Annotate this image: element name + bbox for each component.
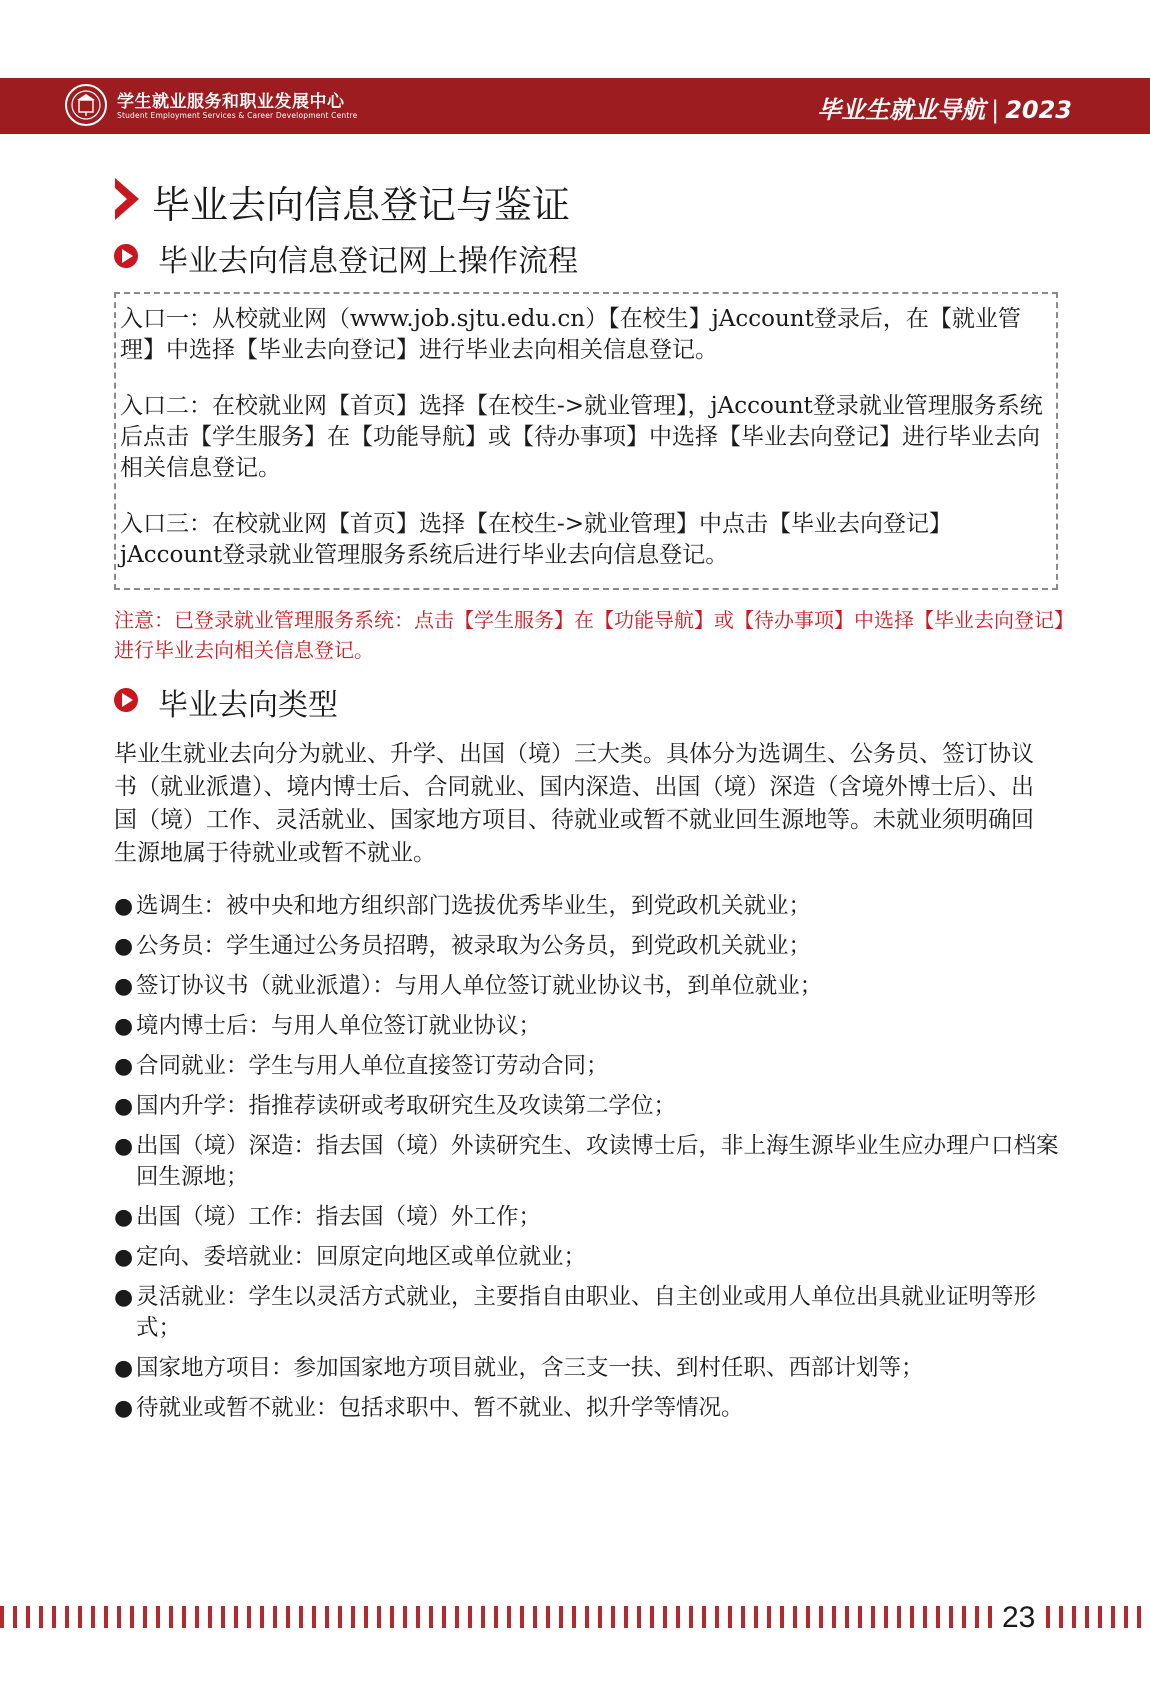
footer-dash-left	[0, 1606, 992, 1628]
destination-type-list	[114, 891, 1074, 1433]
title-separator: |	[991, 96, 1000, 124]
page-number: 23	[1002, 1601, 1036, 1634]
entry-step-3: 入口三：在校就业网【首页】选择【在校生->就业管理】中点击【毕业去向登记】jAccount登录就业管理服务系统后进行毕业去向信息登记。	[120, 511, 953, 568]
subheading-text: 毕业去向类型	[158, 688, 338, 723]
bullet-icon: ●	[114, 1396, 134, 1421]
list-item	[114, 1393, 1074, 1424]
bullet-icon: ●	[114, 974, 134, 999]
org-name-cn: 学生就业服务和职业发展中心	[117, 92, 345, 112]
list-item	[114, 931, 1074, 962]
section-title-text: 毕业去向信息登记与鉴证	[152, 183, 571, 227]
list-item	[114, 1242, 1074, 1273]
university-seal-icon	[64, 83, 108, 127]
list-item	[114, 1051, 1074, 1082]
section-title	[112, 172, 1012, 228]
list-item	[114, 891, 1074, 922]
org-name-en: Student Employment Services & Career Development Centre	[117, 111, 358, 120]
subheading-online-process	[112, 236, 912, 279]
bullet-icon: ●	[114, 1094, 134, 1119]
bullet-icon: ●	[114, 1205, 134, 1230]
bullet-icon: ●	[114, 894, 134, 919]
bullet-icon: ●	[114, 1245, 134, 1270]
play-circle-icon	[112, 686, 140, 714]
list-item-text: 选调生：被中央和地方组织部门选拔优秀毕业生，到党政机关就业；	[136, 893, 812, 919]
list-item-text: 灵活就业：学生以灵活方式就业，主要指自由职业、自主创业或用人单位出具就业证明等形式；	[136, 1284, 1037, 1341]
footer-dash-right	[1046, 1606, 1150, 1628]
chevron-right-icon	[112, 176, 142, 222]
play-circle-icon	[112, 242, 140, 270]
header-bar	[0, 78, 1150, 134]
bullet-icon: ●	[114, 934, 134, 959]
list-item	[114, 1202, 1074, 1233]
entry-step-2: 入口二：在校就业网【首页】选择【在校生->就业管理】，jAccount登录就业管理服务系统后点击【学生服务】在【功能导航】或【待办事项】中选择【毕业去向登记】进行毕业去向相关信息登记。	[120, 393, 1043, 481]
guide-title: 毕业生就业导航	[817, 96, 986, 124]
note-text: 注意：已登录就业管理服务系统：点击【学生服务】在【功能导航】或【待办事项】中选择【毕业去向登记】进行毕业去向相关信息登记。	[114, 608, 1074, 662]
entry-step-1: 入口一：从校就业网（www.job.sjtu.edu.cn）【在校生】jAccount登录后，在【就业管理】中选择【毕业去向登记】进行毕业去向相关信息登记。	[120, 306, 1021, 363]
list-item-text: 合同就业：学生与用人单位直接签订劳动合同；	[136, 1053, 609, 1079]
list-item-text: 签订协议书（就业派遣）：与用人单位签订就业协议书，到单位就业；	[136, 973, 823, 999]
bullet-icon: ●	[114, 1356, 134, 1381]
list-item	[114, 1353, 1074, 1384]
bullet-icon: ●	[114, 1285, 134, 1310]
guide-year: 2023	[1005, 96, 1072, 124]
list-item-text: 国家地方项目：参加国家地方项目就业，含三支一扶、到村任职、西部计划等；	[136, 1355, 924, 1381]
list-item-text: 待就业或暂不就业：包括求职中、暂不就业、拟升学等情况。	[136, 1395, 744, 1421]
guide-title-block	[817, 90, 1072, 125]
bullet-icon: ●	[114, 1014, 134, 1039]
list-item	[114, 1011, 1074, 1042]
list-item	[114, 1091, 1074, 1122]
list-item-text: 出国（境）深造：指去国（境）外读研究生、攻读博士后，非上海生源毕业生应办理户口档案回生源地；	[136, 1133, 1059, 1190]
bullet-icon: ●	[114, 1054, 134, 1079]
entry-steps-box	[114, 292, 1058, 590]
bullet-icon: ●	[114, 1134, 134, 1159]
list-item-text: 公务员：学生通过公务员招聘，被录取为公务员，到党政机关就业；	[136, 933, 812, 959]
intro-paragraph: 毕业生就业去向分为就业、升学、出国（境）三大类。具体分为选调生、公务员、签订协议书（就业派遣）、境内博士后、合同就业、国内深造、出国（境）深造（含境外博士后）、出国（境）工作、灵活就业、国家地方项目、待就业或暂不就业回生源地等。未就业须明确回生源地属于待就业或暂不就业。	[114, 741, 1034, 866]
list-item-text: 出国（境）工作：指去国（境）外工作；	[136, 1204, 542, 1230]
list-item-text: 境内博士后：与用人单位签订就业协议；	[136, 1013, 542, 1039]
list-item-text: 定向、委培就业：回原定向地区或单位就业；	[136, 1244, 587, 1270]
list-item	[114, 971, 1074, 1002]
subheading-text: 毕业去向信息登记网上操作流程	[158, 244, 578, 279]
list-item	[114, 1131, 1074, 1193]
subheading-destination-types	[112, 680, 912, 723]
list-item	[114, 1282, 1074, 1344]
list-item-text: 国内升学：指推荐读研或考取研究生及攻读第二学位；	[136, 1093, 677, 1119]
